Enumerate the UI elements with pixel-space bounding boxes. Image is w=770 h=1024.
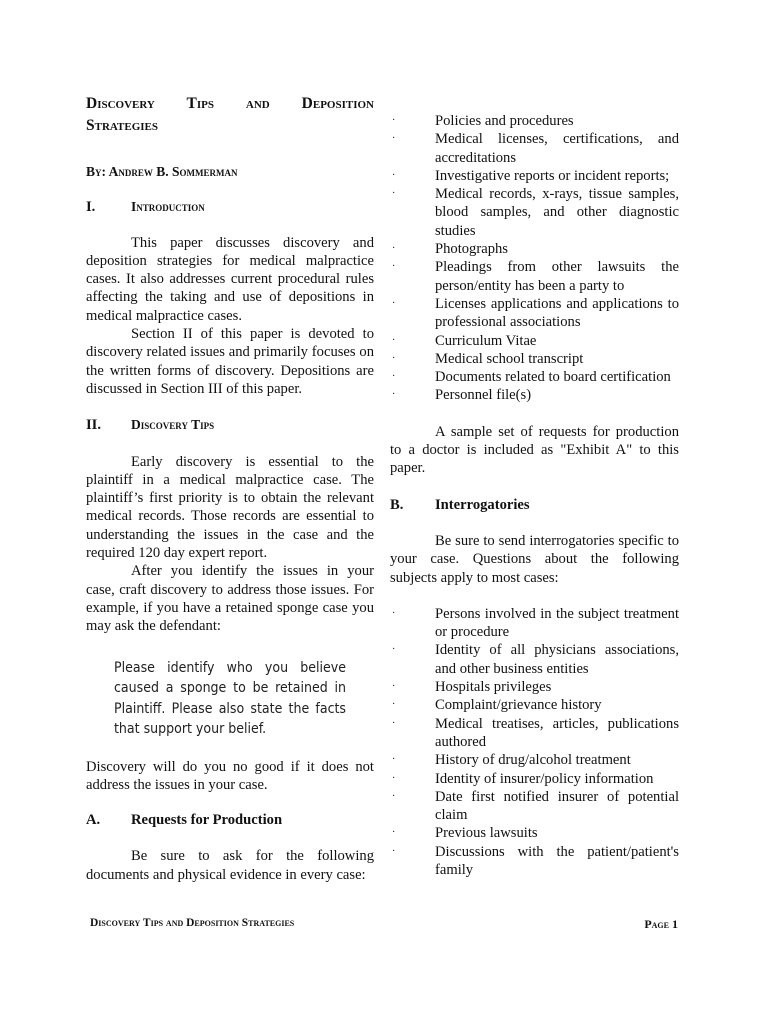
list-item: · Discussions with the patient/patient's family — [392, 843, 679, 878]
footer-title: Discovery Tips and Deposition Strategies — [90, 917, 295, 929]
discovery-paragraph-1: Early discovery is essential to the plaintiff in a medical malpractice case. The plaintiff’s first priority is to obtain the relevant medical records. Those records are essential to understanding the issues in the case and the required 120 day expert report. — [86, 453, 374, 562]
section-heading-discovery-tips — [86, 416, 374, 434]
requests-sample-paragraph: A sample set of requests for production to a doctor is included as "Exhibit A" to this paper. — [390, 423, 679, 477]
bullet-icon: · — [392, 133, 396, 145]
list-item: · Personnel file(s) — [392, 387, 532, 404]
bullet-icon: · — [392, 188, 396, 200]
section-number: I. — [86, 199, 96, 216]
list-item: · Curriculum Vitae — [392, 332, 537, 349]
list-item: · Persons involved in the subject treatment or procedure — [392, 605, 679, 641]
intro-paragraph-1: This paper discusses discovery and deposition strategies for medical malpractice cases. It also addresses current procedural rules affecting the taking and use of depositions in medical malpractice cases. — [86, 234, 374, 324]
bullet-icon: · — [392, 607, 396, 619]
list-item: · Complaint/grievance history — [392, 697, 602, 714]
bullet-icon: · — [392, 681, 396, 693]
author-byline: By: Andrew B. Sommerman — [86, 164, 238, 179]
page-number: Page 1 — [644, 917, 678, 931]
subsection-title: Requests for Production — [131, 812, 283, 829]
bullet-icon: · — [392, 334, 396, 346]
document-title-line2: Strategies — [86, 117, 158, 134]
subsection-letter: B. — [390, 496, 404, 513]
list-item: · Identity of all physicians associations, and other business entities — [392, 642, 679, 677]
list-item: · Photographs — [392, 241, 508, 258]
bullet-icon: · — [392, 717, 396, 729]
list-item: · Previous lawsuits — [392, 825, 538, 842]
bullet-icon: · — [392, 243, 396, 255]
right-column — [390, 112, 679, 879]
bullet-icon: · — [392, 115, 396, 126]
bullet-icon: · — [392, 754, 396, 766]
bullet-icon: · — [392, 790, 396, 802]
subsection-letter: A. — [86, 812, 101, 829]
discovery-paragraph-3: Discovery will do you no good if it does not address the issues in your case. — [86, 758, 374, 793]
list-item: · Documents related to board certification — [392, 369, 671, 386]
bullet-icon: · — [392, 772, 396, 784]
section-heading-introduction — [86, 198, 374, 216]
bullet-icon: · — [392, 644, 396, 656]
section-title: Discovery Tips — [131, 417, 215, 433]
sample-interrogatory-quote: Please identify who you believe caused a sponge to be retained in Plaintiff. Please also state the facts that support your belief. — [114, 659, 346, 738]
left-column — [86, 93, 374, 884]
bullet-icon: · — [392, 827, 396, 839]
list-item: · Policies and procedures — [392, 113, 574, 129]
interrogatories-intro-paragraph: Be sure to send interrogatories specific to your case. Questions about the following subjects apply to most cases: — [390, 532, 679, 586]
list-item: · Hospitals privileges — [392, 679, 552, 696]
bullet-icon: · — [392, 389, 396, 401]
list-item: · History of drug/alcohol treatment — [392, 752, 631, 769]
discovery-paragraph-2: After you identify the issues in your case, craft discovery to address those issues. For example, if you have a retained sponge case you may ask the defendant: — [86, 563, 374, 635]
subsection-heading-requests-for-production — [86, 811, 374, 829]
list-item: · Identity of insurer/policy information — [392, 770, 654, 787]
list-item: · Date first notified insurer of potential claim — [392, 788, 679, 824]
list-item: · Medical licenses, certifications, and accreditations — [392, 131, 679, 166]
bullet-icon: · — [392, 169, 396, 181]
section-number: II. — [86, 417, 102, 434]
list-item: · Pleadings from other lawsuits the person/entity has been a party to — [392, 259, 679, 294]
bullet-icon: · — [392, 352, 396, 364]
bullet-icon: · — [392, 371, 396, 383]
intro-paragraph-2: Section II of this paper is devoted to discovery related issues and primarily focuses on the written forms of discovery. Depositions are discussed in Section III of this paper. — [86, 326, 374, 397]
list-item: · Investigative reports or incident reports; — [392, 167, 670, 184]
subsection-title: Interrogatories — [435, 496, 530, 513]
list-item: · Medical records, x-rays, tissue samples, blood samples, and other diagnostic studies — [392, 186, 679, 239]
bullet-icon: · — [392, 699, 396, 711]
bullet-icon: · — [392, 845, 396, 857]
section-title: Introduction — [131, 199, 205, 215]
requests-for-production-list — [390, 112, 679, 405]
list-item: · Medical treatises, articles, publications authored — [392, 715, 679, 750]
document-title-line1: Discovery Tips and Deposition — [86, 95, 374, 112]
requests-intro-paragraph: Be sure to ask for the following documents and physical evidence in every case: — [86, 848, 374, 883]
bullet-icon: · — [392, 297, 396, 309]
bullet-icon: · — [392, 261, 396, 273]
list-item: · Licenses applications and applications to professional associations — [392, 295, 679, 331]
subsection-heading-interrogatories — [390, 496, 679, 514]
list-item: · Medical school transcript — [392, 350, 584, 367]
interrogatory-subjects-list — [390, 605, 679, 879]
